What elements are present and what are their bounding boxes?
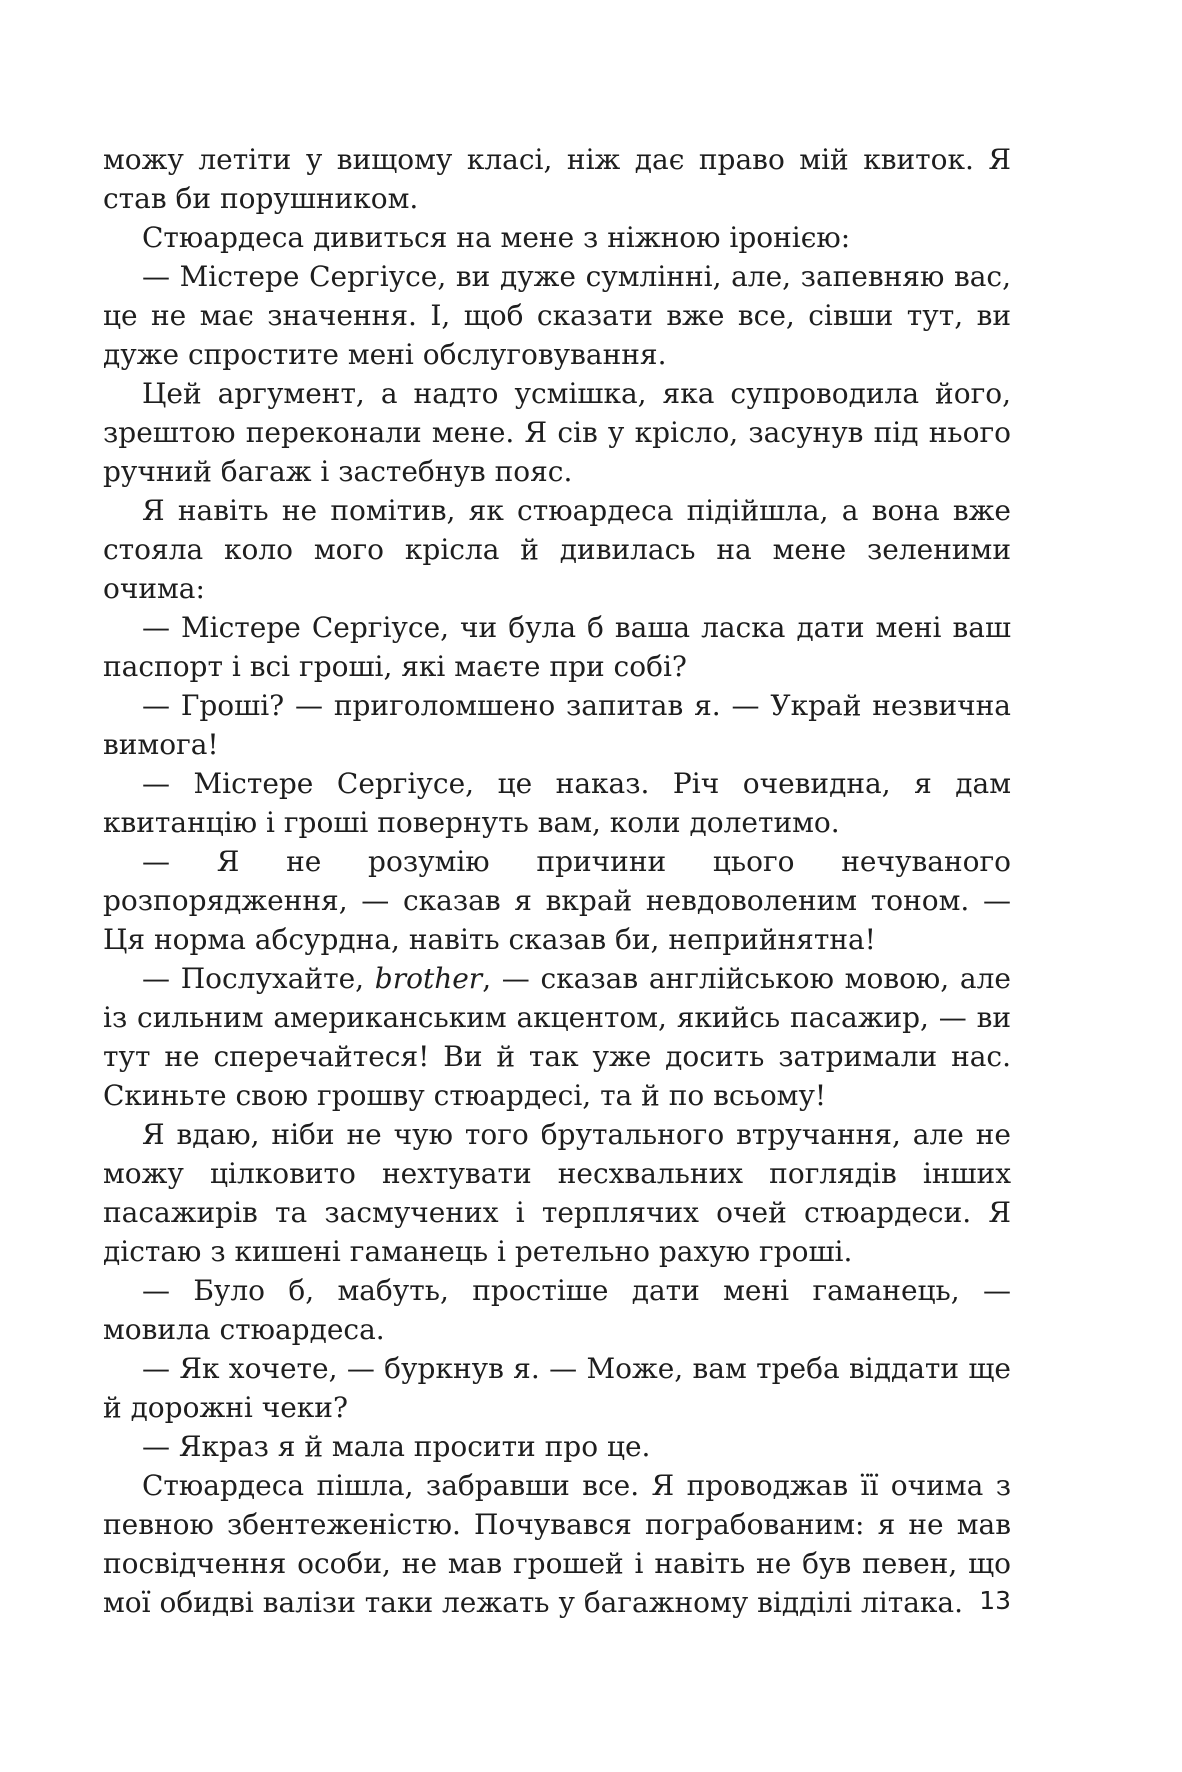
- paragraph: — Якраз я й мала просити про це.: [142, 1430, 651, 1463]
- paragraph: — Було б, мабуть, простіше дати мені гаманець, — мовила стюардеса.: [103, 1274, 1011, 1346]
- paragraph: можу летіти у вищому класі, ніж дає право мій квиток. Я став би порушником.: [103, 143, 1011, 215]
- paragraph: — Гроші? — приголомшено запитав я. — Украй незвична вимога!: [103, 689, 1011, 761]
- page-body: [103, 140, 1011, 1622]
- italic-word: brother: [374, 962, 483, 995]
- text-run: , — сказав англійською мовою, але із сильним американським акцентом, якийсь пасажир, — ви тут не сперечайтеся! Ви й так уже досить затримали нас. Скиньте свою грошву стюардесі, та й по всьому!: [103, 962, 1011, 1112]
- paragraph: — Містере Сергіусе, це наказ. Річ очевидна, я дам квитанцію і гроші повернуть вам, коли долетимо.: [103, 767, 1011, 839]
- paragraph: Стюардеса дивиться на мене з ніжною іронією:: [142, 221, 851, 254]
- paragraph: — Містере Сергіусе, ви дуже сумлінні, але, запевняю вас, це не має значення. І, щоб сказати вже все, сівши тут, ви дуже спростите мені обслуговування.: [103, 260, 1011, 371]
- paragraph: — Я не розумію причини цього нечуваного розпорядження, — сказав я вкрай невдоволеним тоном. — Ця норма абсурдна, навіть сказав би, неприйнятна!: [103, 845, 1011, 956]
- paragraph: Я навіть не помітив, як стюардеса підійшла, а вона вже стояла коло мого крісла й дивилась на мене зеленими очима:: [103, 494, 1011, 605]
- text-run: — Послухайте,: [142, 962, 375, 995]
- paragraph: Цей аргумент, а надто усмішка, яка супроводила його, зрештою переконали мене. Я сів у крісло, засунув під нього ручний багаж і застебнув пояс.: [103, 377, 1011, 488]
- paragraph: — Як хочете, — буркнув я. — Може, вам треба віддати ще й дорожні чеки?: [103, 1352, 1011, 1424]
- page-number: 13: [979, 1586, 1011, 1615]
- paragraph: — Містере Сергіусе, чи була б ваша ласка дати мені ваш паспорт і всі гроші, які маєте при собі?: [103, 611, 1011, 683]
- paragraph-american-passenger: [103, 959, 1011, 1115]
- paragraph: Стюардеса пішла, забравши все. Я проводжав її очима з певною збентеженістю. Почувався пограбованим: я не мав посвідчення особи, не мав грошей і навіть не був певен, що мої обидві валізи таки лежать у багажному відділі літака.: [103, 1469, 1011, 1619]
- paragraph: Я вдаю, ніби не чую того брутального втручання, але не можу цілковито нехтувати несхвальних поглядів інших пасажирів та засмучених і терплячих очей стюардеси. Я дістаю з кишені гаманець і ретельно рахую гроші.: [103, 1118, 1011, 1268]
